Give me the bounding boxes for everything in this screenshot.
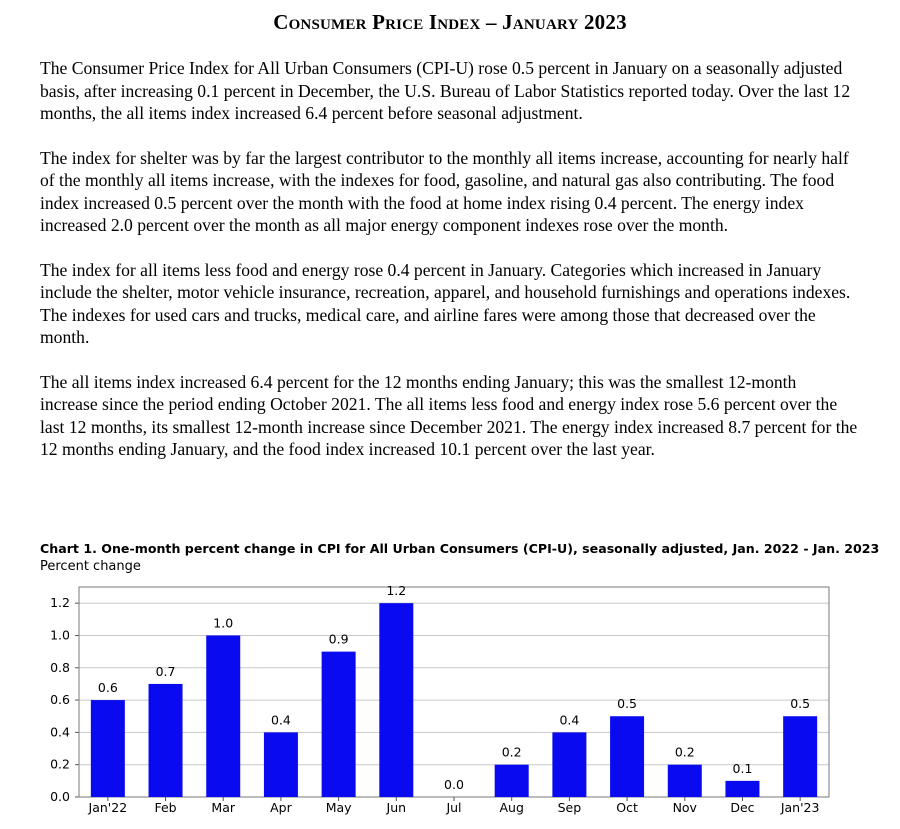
paragraph-4: The all items index increased 6.4 percent for the 12 months ending January; this was the smallest 12-month increase since the period ending October 2021. The all items less food and energy index rose 5.6 percent over the last 12 months, its smallest 12-month increase since December 2021. The energy index increased 8.7 percent for the 12 months ending January, and the food index increased 10.1 percent over the last year.: [40, 371, 858, 459]
plot-frame: [79, 587, 829, 797]
bar-value-label: 0.4: [270, 712, 291, 728]
bar: [264, 732, 298, 797]
bar: [495, 765, 529, 797]
cpi-bar-chart: [0, 580, 900, 829]
bar: [322, 652, 356, 797]
bar-value-label: 0.2: [501, 744, 522, 760]
paragraph-3: The index for all items less food and energy rose 0.4 percent in January. Categories which increased in January include the shelter, motor vehicle insurance, recreation, apparel, and household furnishings and operations indexes. The indexes for used cars and trucks, medical care, and airline fares were among those that decreased over the month.: [40, 259, 851, 347]
x-tick-label: Aug: [499, 800, 524, 815]
x-tick-label: Nov: [672, 800, 697, 815]
x-tick-label: Sep: [557, 800, 582, 815]
x-tick-label: Feb: [154, 800, 177, 815]
x-tick-label: Jun: [386, 800, 407, 815]
bar: [91, 700, 125, 797]
chart-y-axis-label: Percent change: [40, 559, 141, 574]
y-tick-label: 1.0: [50, 627, 70, 643]
y-tick-label: 0.6: [50, 692, 70, 708]
bar-value-label: 0.5: [790, 696, 811, 712]
y-tick-label: 0.2: [50, 756, 70, 772]
bar: [379, 603, 413, 797]
document-body: [40, 57, 858, 483]
bar-value-label: 0.9: [328, 631, 349, 647]
x-tick-label: Oct: [616, 800, 638, 815]
bar-value-label: 1.0: [213, 615, 234, 631]
bar-value-label: 0.5: [617, 696, 638, 712]
paragraph-2: The index for shelter was by far the largest contributor to the monthly all items increase, accounting for nearly half of the monthly all items increase, with the indexes for food, gasoline, and natural gas also contributing. The food index increased 0.5 percent over the month with the food at home index rising 0.4 percent. The energy index increased 2.0 percent over the month as all major energy component indexes rose over the month.: [40, 147, 849, 235]
bar: [552, 732, 586, 797]
bar: [668, 765, 702, 797]
bar-value-label: 0.1: [732, 760, 753, 776]
x-tick-label: Jul: [446, 800, 462, 815]
bar: [725, 781, 759, 797]
bar-value-label: 0.2: [674, 744, 695, 760]
x-tick-label: Jan'23: [780, 800, 820, 815]
x-tick-label: Jan'22: [88, 800, 128, 815]
x-tick-label: Apr: [270, 800, 292, 815]
x-tick-label: May: [325, 800, 352, 815]
page-title: Consumer Price Index – January 2023: [273, 10, 627, 34]
bar-value-label: 0.4: [559, 712, 580, 728]
y-tick-label: 0.8: [50, 659, 70, 675]
chart-title: Chart 1. One-month percent change in CPI for All Urban Consumers (CPI-U), seasonally adjusted, Jan. 2022 - Jan. 2023: [40, 541, 880, 556]
bar-value-label: 0.6: [97, 680, 118, 696]
bar: [783, 716, 817, 797]
y-tick-label: 1.2: [50, 595, 70, 611]
bar: [610, 716, 644, 797]
bar-value-label: 0.7: [155, 663, 176, 679]
bar-value-label: 0.0: [444, 777, 464, 792]
bar: [206, 635, 240, 797]
bar: [149, 684, 183, 797]
bar-value-label: 1.2: [386, 583, 407, 599]
y-tick-label: 0.0: [50, 789, 70, 804]
paragraph-1: The Consumer Price Index for All Urban Consumers (CPI-U) rose 0.5 percent in January on a seasonally adjusted basis, after increasing 0.1 percent in December, the U.S. Bureau of Labor Statistics reported today. Over the last 12 months, the all items index increased 6.4 percent before seasonal adjustment.: [40, 58, 851, 123]
x-tick-label: Mar: [211, 800, 236, 815]
y-tick-label: 0.4: [50, 724, 70, 740]
x-tick-label: Dec: [730, 800, 755, 815]
